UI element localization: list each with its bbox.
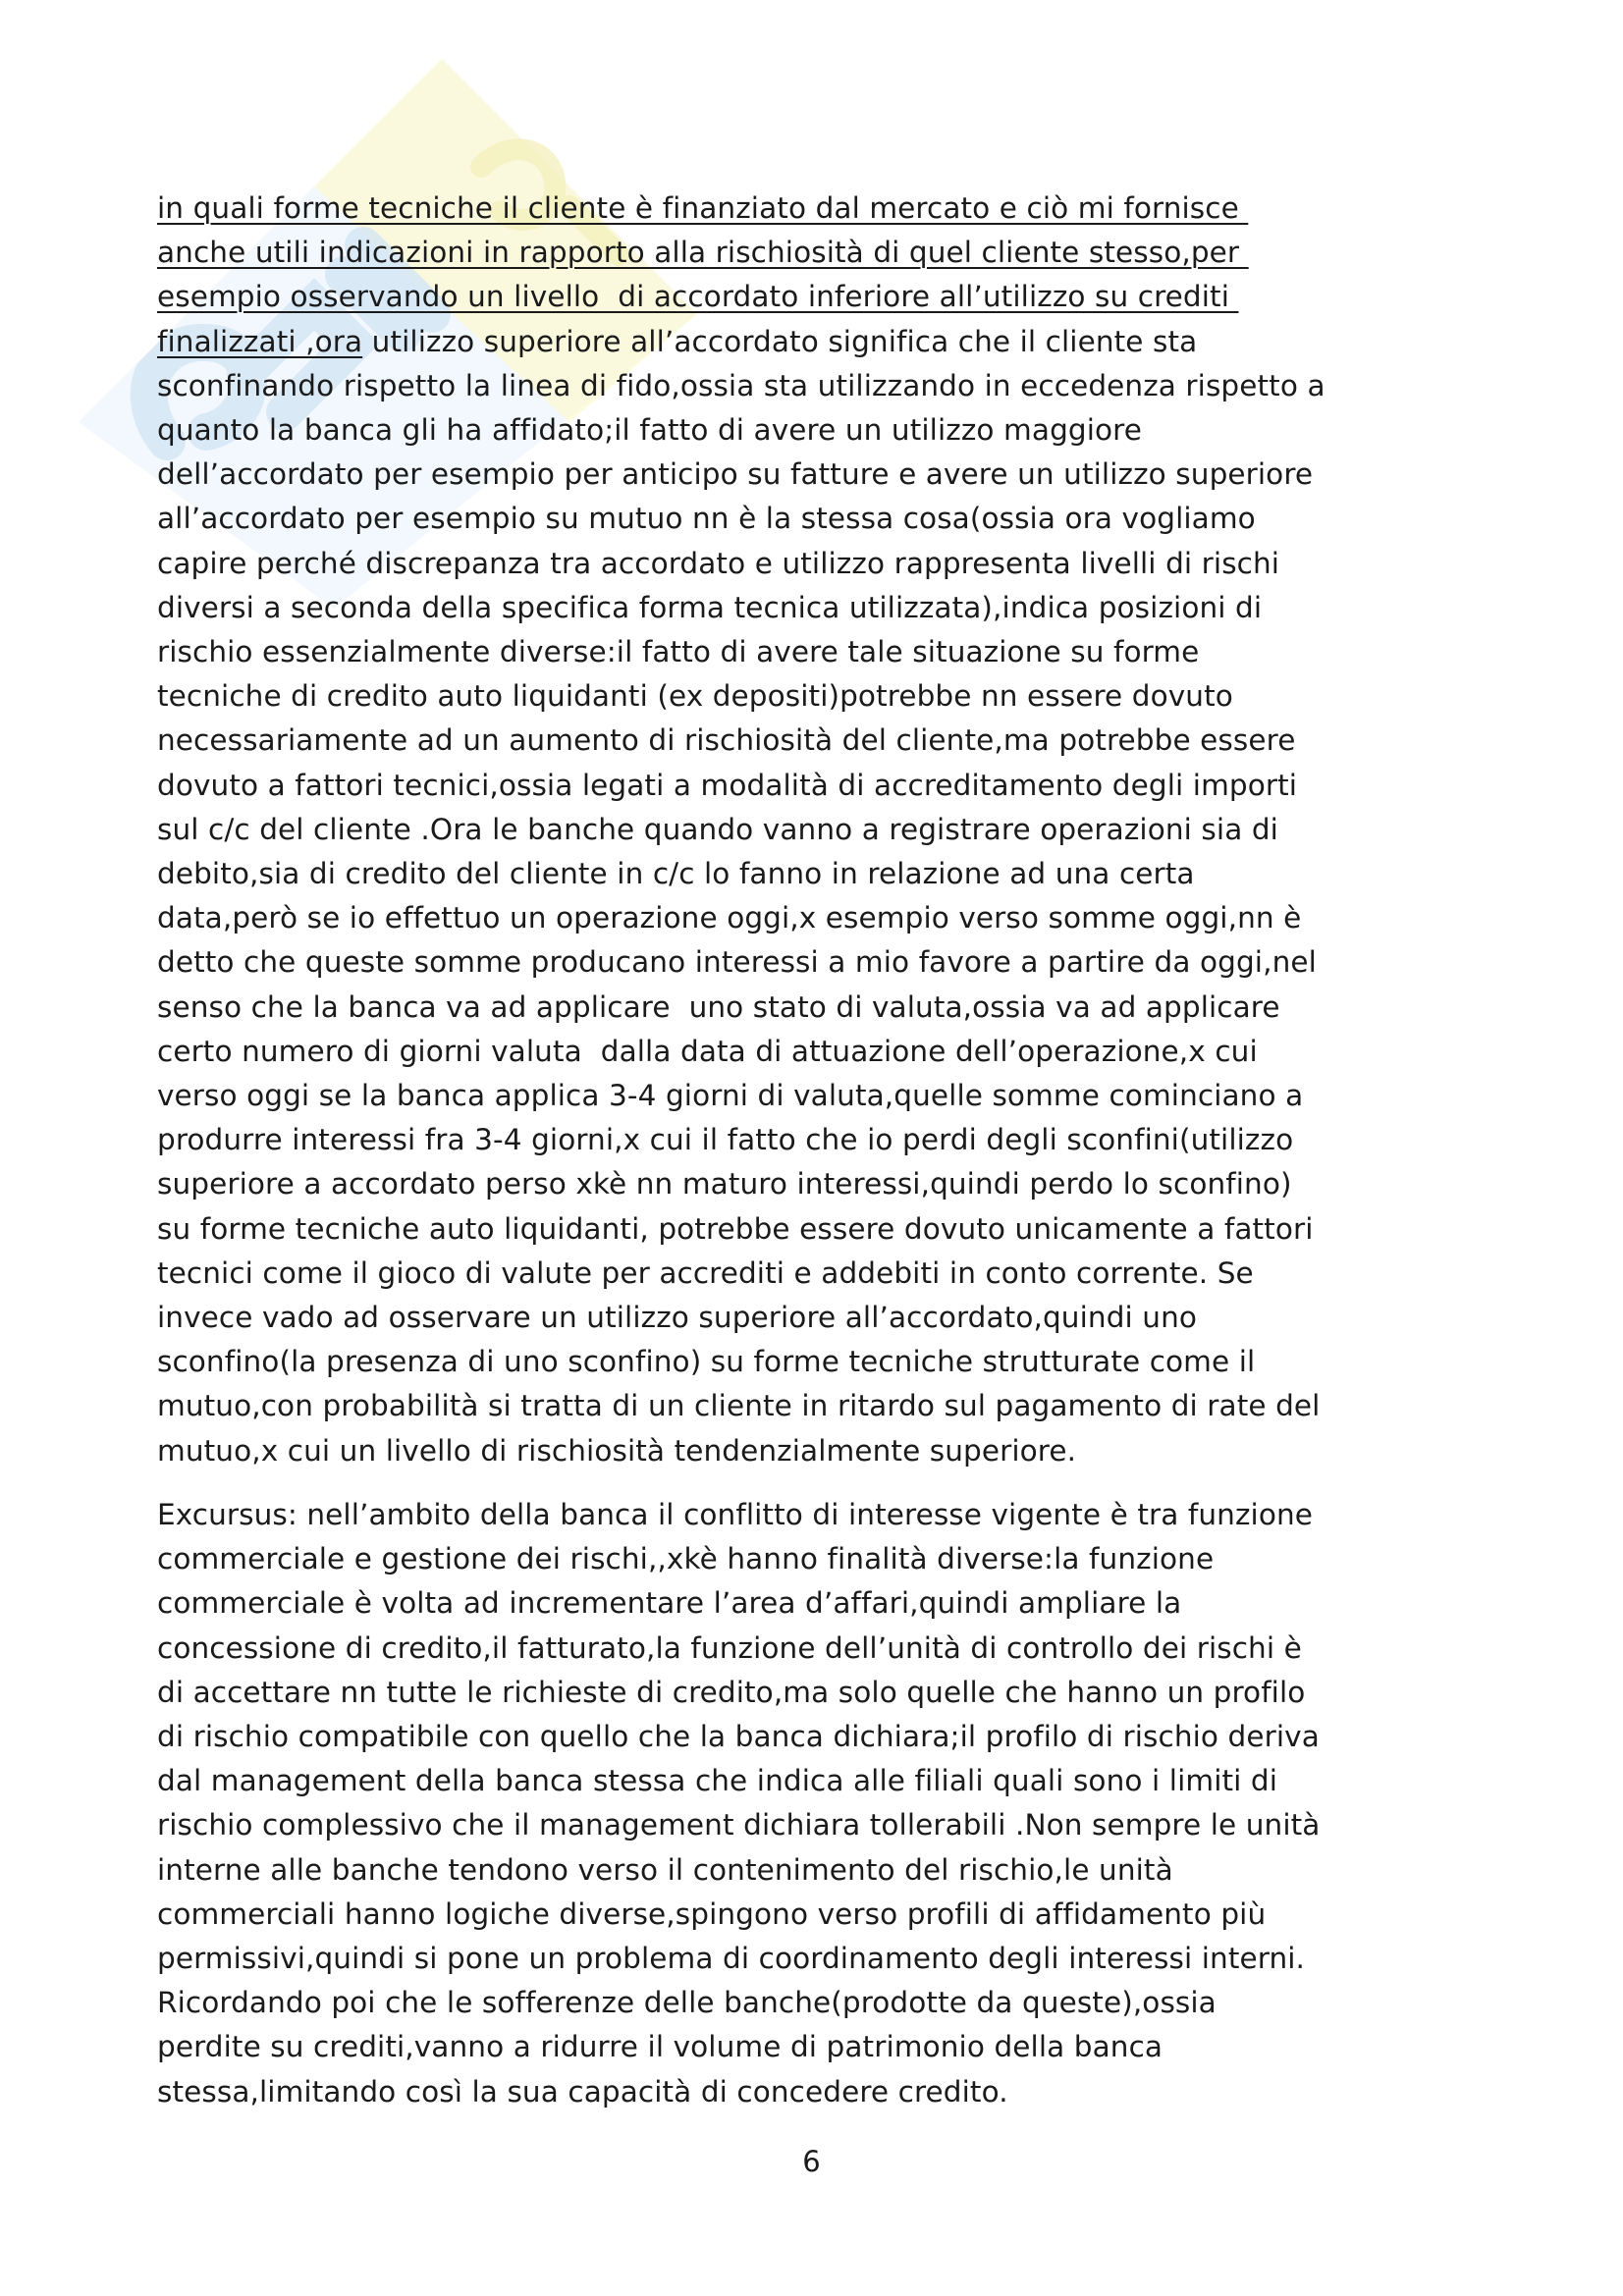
text-line: all’accordato per esempio su mutuo nn è la stessa cosa(ossia ora vogliamo bbox=[157, 502, 1256, 536]
text-line: dell’accordato per esempio per anticipo su fatture e avere un utilizzo superiore bbox=[157, 457, 1314, 492]
text-line: interne alle banche tendono verso il contenimento del rischio,le unità bbox=[157, 1852, 1173, 1887]
text-line: perdite su crediti,vanno a ridurre il volume di patrimonio della banca bbox=[157, 2030, 1163, 2064]
text-line: dal management della banca stessa che indica alle filiali quali sono i limiti di bbox=[157, 1764, 1278, 1798]
text-line: senso che la banca va ad applicare uno stato di valuta,ossia va ad applicare bbox=[157, 989, 1280, 1024]
text-line: sconfinando rispetto la linea di fido,ossia sta utilizzando in eccedenza rispetto a bbox=[157, 368, 1325, 402]
text-line: di rischio compatibile con quello che la banca dichiara;il profilo di rischio deriva bbox=[157, 1719, 1320, 1753]
text-line-rest: utilizzo superiore all’accordato significa che il cliente sta bbox=[362, 324, 1198, 358]
text-line: superiore a accordato perso xkè nn maturo interessi,quindi perdo lo sconfino) bbox=[157, 1167, 1292, 1201]
text-line: su forme tecniche auto liquidanti, potrebbe essere dovuto unicamente a fattori bbox=[157, 1211, 1314, 1246]
text-line: necessariamente ad un aumento di rischiosità del cliente,ma potrebbe essere bbox=[157, 723, 1296, 758]
text-line: stessa,limitando così la sua capacità di concedere credito. bbox=[157, 2074, 1008, 2109]
text-line: rischio complessivo che il management dichiara tollerabili .Non sempre le unità bbox=[157, 1808, 1321, 1842]
paragraph-1 bbox=[157, 187, 1492, 1473]
text-line: certo numero di giorni valuta dalla data di attuazione dell’operazione,x cui bbox=[157, 1034, 1258, 1068]
text-line: rischio essenzialmente diverse:il fatto di avere tale situazione su forme bbox=[157, 635, 1200, 669]
text-line: diversi a seconda della specifica forma tecnica utilizzata),indica posizioni di bbox=[157, 590, 1263, 624]
text-line: permissivi,quindi si pone un problema di coordinamento degli interessi interni. bbox=[157, 1941, 1306, 1975]
paragraph-2-excursus bbox=[157, 1493, 1492, 2114]
text-line: capire perché discrepanza tra accordato e utilizzo rappresenta livelli di rischi bbox=[157, 546, 1280, 580]
text-line: mutuo,x cui un livello di rischiosità tendenzialmente superiore. bbox=[157, 1433, 1077, 1468]
text-line bbox=[157, 320, 1492, 364]
text-line: Excursus: nell’ambito della banca il conflitto di interesse vigente è tra funzione bbox=[157, 1497, 1314, 1531]
text-line: sul c/c del cliente .Ora le banche quando vanno a registrare operazioni sia di bbox=[157, 812, 1278, 846]
text-line: verso oggi se la banca applica 3-4 giorni di valuta,quelle somme cominciano a bbox=[157, 1079, 1304, 1113]
text-line: quanto la banca gli ha affidato;il fatto di avere un utilizzo maggiore bbox=[157, 413, 1142, 448]
text-line: mutuo,con probabilità si tratta di un cliente in ritardo sul pagamento di rate del bbox=[157, 1389, 1321, 1423]
underlined-text: finalizzati ,ora bbox=[157, 324, 363, 358]
text-line: commerciali hanno logiche diverse,spingono verso profili di affidamento più bbox=[157, 1896, 1267, 1931]
text-line: esempio osservando un livello di accordato inferiore all’utilizzo su crediti bbox=[157, 280, 1239, 314]
text-line: sconfino(la presenza di uno sconfino) su forme tecniche strutturate come il bbox=[157, 1345, 1256, 1379]
text-line: Ricordando poi che le sofferenze delle banche(prodotte da queste),ossia bbox=[157, 1986, 1217, 2020]
text-line: concessione di credito,il fatturato,la funzione dell’unità di controllo dei rischi è bbox=[157, 1630, 1302, 1665]
text-line: tecnici come il gioco di valute per accrediti e addebiti in conto corrente. Se bbox=[157, 1255, 1254, 1290]
text-line: in quali forme tecniche il cliente è finanziato dal mercato e ciò mi fornisce bbox=[157, 191, 1249, 225]
text-line: commerciale e gestione dei rischi,,xkè hanno finalità diverse:la funzione bbox=[157, 1542, 1215, 1576]
text-line: dovuto a fattori tecnici,ossia legati a modalità di accreditamento degli importi bbox=[157, 768, 1298, 802]
text-line: di accettare nn tutte le richieste di credito,ma solo quelle che hanno un profilo bbox=[157, 1675, 1306, 1709]
text-line: invece vado ad osservare un utilizzo superiore all’accordato,quindi uno bbox=[157, 1301, 1198, 1335]
page-number: 6 bbox=[802, 2145, 821, 2178]
text-line: data,però se io effettuo un operazione oggi,x esempio verso somme oggi,nn è bbox=[157, 901, 1302, 935]
text-line: tecniche di credito auto liquidanti (ex depositi)potrebbe nn essere dovuto bbox=[157, 679, 1233, 714]
text-line: anche utili indicazioni in rapporto alla rischiosità di quel cliente stesso,per bbox=[157, 236, 1249, 270]
document-page bbox=[157, 187, 1492, 2114]
text-line: commerciale è volta ad incrementare l’area d’affari,quindi ampliare la bbox=[157, 1586, 1182, 1621]
text-line: detto che queste somme producano interessi a mio favore a partire da oggi,nel bbox=[157, 945, 1317, 980]
text-line: produrre interessi fra 3-4 giorni,x cui il fatto che io perdi degli sconfini(utilizzo bbox=[157, 1123, 1294, 1157]
text-line: debito,sia di credito del cliente in c/c lo fanno in relazione ad una certa bbox=[157, 857, 1195, 891]
